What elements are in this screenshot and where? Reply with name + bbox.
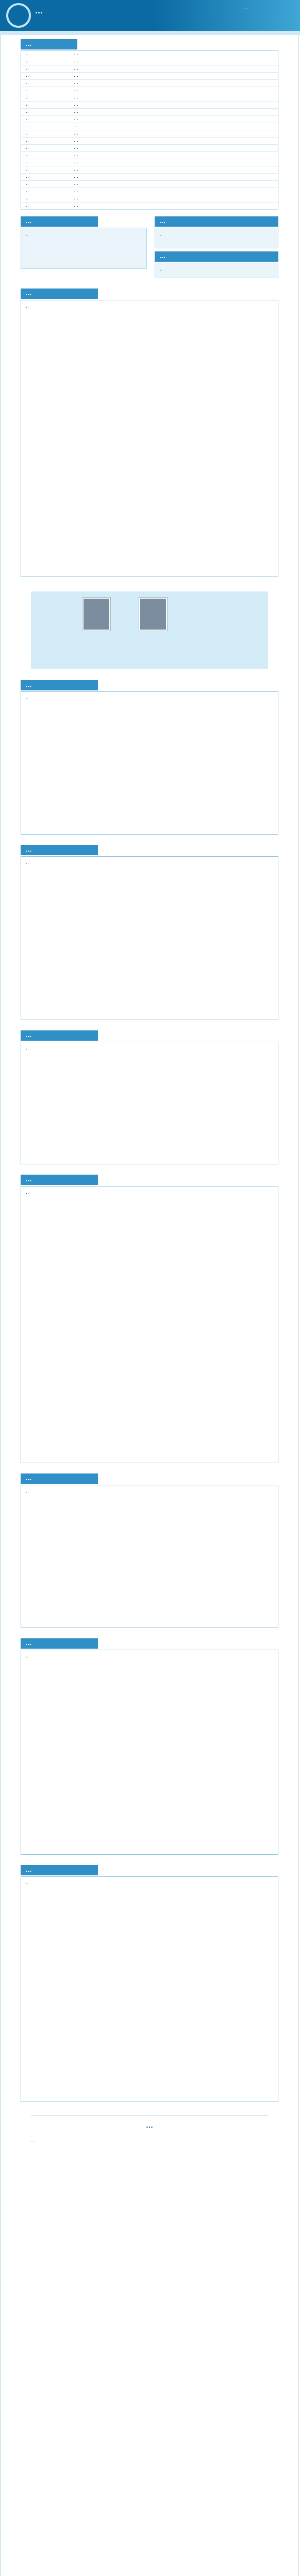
worship-row bbox=[21, 159, 278, 166]
worship-row bbox=[21, 116, 278, 123]
worship-row bbox=[21, 195, 278, 202]
worship-row-label: … bbox=[24, 124, 29, 129]
worship-row-label: … bbox=[24, 145, 29, 150]
worship-row bbox=[21, 101, 278, 109]
worship-row-label: … bbox=[24, 109, 29, 114]
worship-row-label: … bbox=[24, 167, 29, 172]
worship-row-value: … bbox=[74, 80, 78, 86]
worship-row-value: … bbox=[74, 124, 78, 129]
section-body: … bbox=[21, 1186, 278, 1463]
notice-left-body: … bbox=[21, 228, 147, 269]
worship-row bbox=[21, 166, 278, 174]
section-title: … bbox=[21, 1175, 98, 1185]
worship-row-label: … bbox=[24, 95, 29, 100]
worship-row bbox=[21, 87, 278, 94]
worship-row-value: … bbox=[74, 138, 78, 143]
worship-row-label: … bbox=[24, 196, 29, 201]
worship-row-label: … bbox=[24, 203, 29, 208]
section-title: … bbox=[21, 1473, 98, 1484]
worship-row-label: … bbox=[24, 181, 29, 187]
worship-row bbox=[21, 65, 278, 73]
section-body: … bbox=[21, 1485, 278, 1628]
worship-row bbox=[21, 80, 278, 87]
notice-right2-title: … bbox=[155, 251, 278, 262]
person-photo bbox=[82, 598, 110, 631]
worship-row-value: … bbox=[74, 73, 78, 78]
worship-row-label: … bbox=[24, 152, 29, 158]
worship-row bbox=[21, 202, 278, 210]
worship-row-value: … bbox=[74, 66, 78, 71]
worship-row-label: … bbox=[24, 73, 29, 78]
person-photo bbox=[139, 598, 167, 631]
notice-right2-body: … bbox=[155, 263, 278, 278]
notice-right-body: … bbox=[155, 228, 278, 248]
worship-row-value: … bbox=[74, 59, 78, 64]
worship-row-value: … bbox=[74, 109, 78, 114]
worship-row-label: … bbox=[24, 52, 29, 57]
worship-row-value: … bbox=[74, 102, 78, 107]
worship-row-value: … bbox=[74, 174, 78, 179]
worship-row-value: … bbox=[74, 160, 78, 165]
notice-left-title: … bbox=[21, 216, 98, 227]
worship-row-label: … bbox=[24, 138, 29, 143]
worship-row bbox=[21, 188, 278, 195]
worship-row-value: … bbox=[74, 95, 78, 100]
worship-row bbox=[21, 109, 278, 116]
issue-label: … bbox=[242, 4, 248, 11]
section-title: … bbox=[21, 1030, 98, 1041]
worship-row-value: … bbox=[74, 145, 78, 150]
worship-row bbox=[21, 130, 278, 138]
worship-row bbox=[21, 145, 278, 152]
section-body: … bbox=[21, 1876, 278, 2102]
worship-row-label: … bbox=[24, 116, 29, 122]
section-title: … bbox=[21, 845, 98, 855]
worship-row bbox=[21, 51, 278, 58]
worship-row bbox=[21, 94, 278, 101]
church-logo-icon bbox=[6, 3, 31, 28]
worship-row-label: … bbox=[24, 174, 29, 179]
section-title: … bbox=[21, 289, 98, 299]
section-title: … bbox=[21, 1865, 98, 1875]
worship-row-value: … bbox=[74, 152, 78, 158]
section-body: … bbox=[21, 691, 278, 835]
worship-row bbox=[21, 138, 278, 145]
header-gradient bbox=[155, 0, 300, 31]
worship-row bbox=[21, 73, 278, 80]
worship-row bbox=[21, 123, 278, 130]
section-body: … bbox=[21, 1042, 278, 1164]
worship-row bbox=[21, 181, 278, 188]
worship-row-label: … bbox=[24, 66, 29, 71]
worship-row bbox=[21, 58, 278, 65]
section-body: … bbox=[21, 1650, 278, 1855]
section-title: … bbox=[21, 680, 98, 690]
worship-row-label: … bbox=[24, 59, 29, 64]
section-body: … bbox=[21, 856, 278, 1020]
worship-row-label: … bbox=[24, 88, 29, 93]
worship-row-value: … bbox=[74, 167, 78, 172]
worship-row-value: … bbox=[74, 181, 78, 187]
worship-row-value: … bbox=[74, 116, 78, 122]
worship-row-value: … bbox=[74, 52, 78, 57]
worship-row-value: … bbox=[74, 203, 78, 208]
section-title: … bbox=[21, 1638, 98, 1649]
worship-row-label: … bbox=[24, 160, 29, 165]
worship-title: … bbox=[21, 39, 77, 49]
worship-row-label: … bbox=[24, 80, 29, 86]
worship-row-label: … bbox=[24, 189, 29, 194]
header-band bbox=[0, 31, 300, 35]
worship-row bbox=[21, 152, 278, 159]
sermon-title: … bbox=[146, 2122, 153, 2130]
sermon-body: … bbox=[31, 2139, 36, 2144]
worship-row-label: … bbox=[24, 102, 29, 107]
worship-row bbox=[21, 174, 278, 181]
worship-row-value: … bbox=[74, 189, 78, 194]
worship-table bbox=[21, 50, 278, 210]
worship-row-value: … bbox=[74, 196, 78, 201]
section-body: … bbox=[21, 300, 278, 577]
worship-row-value: … bbox=[74, 88, 78, 93]
worship-row-value: … bbox=[74, 131, 78, 136]
notice-right-title: … bbox=[155, 216, 278, 227]
logo-text: … bbox=[35, 6, 43, 15]
worship-row-label: … bbox=[24, 131, 29, 136]
